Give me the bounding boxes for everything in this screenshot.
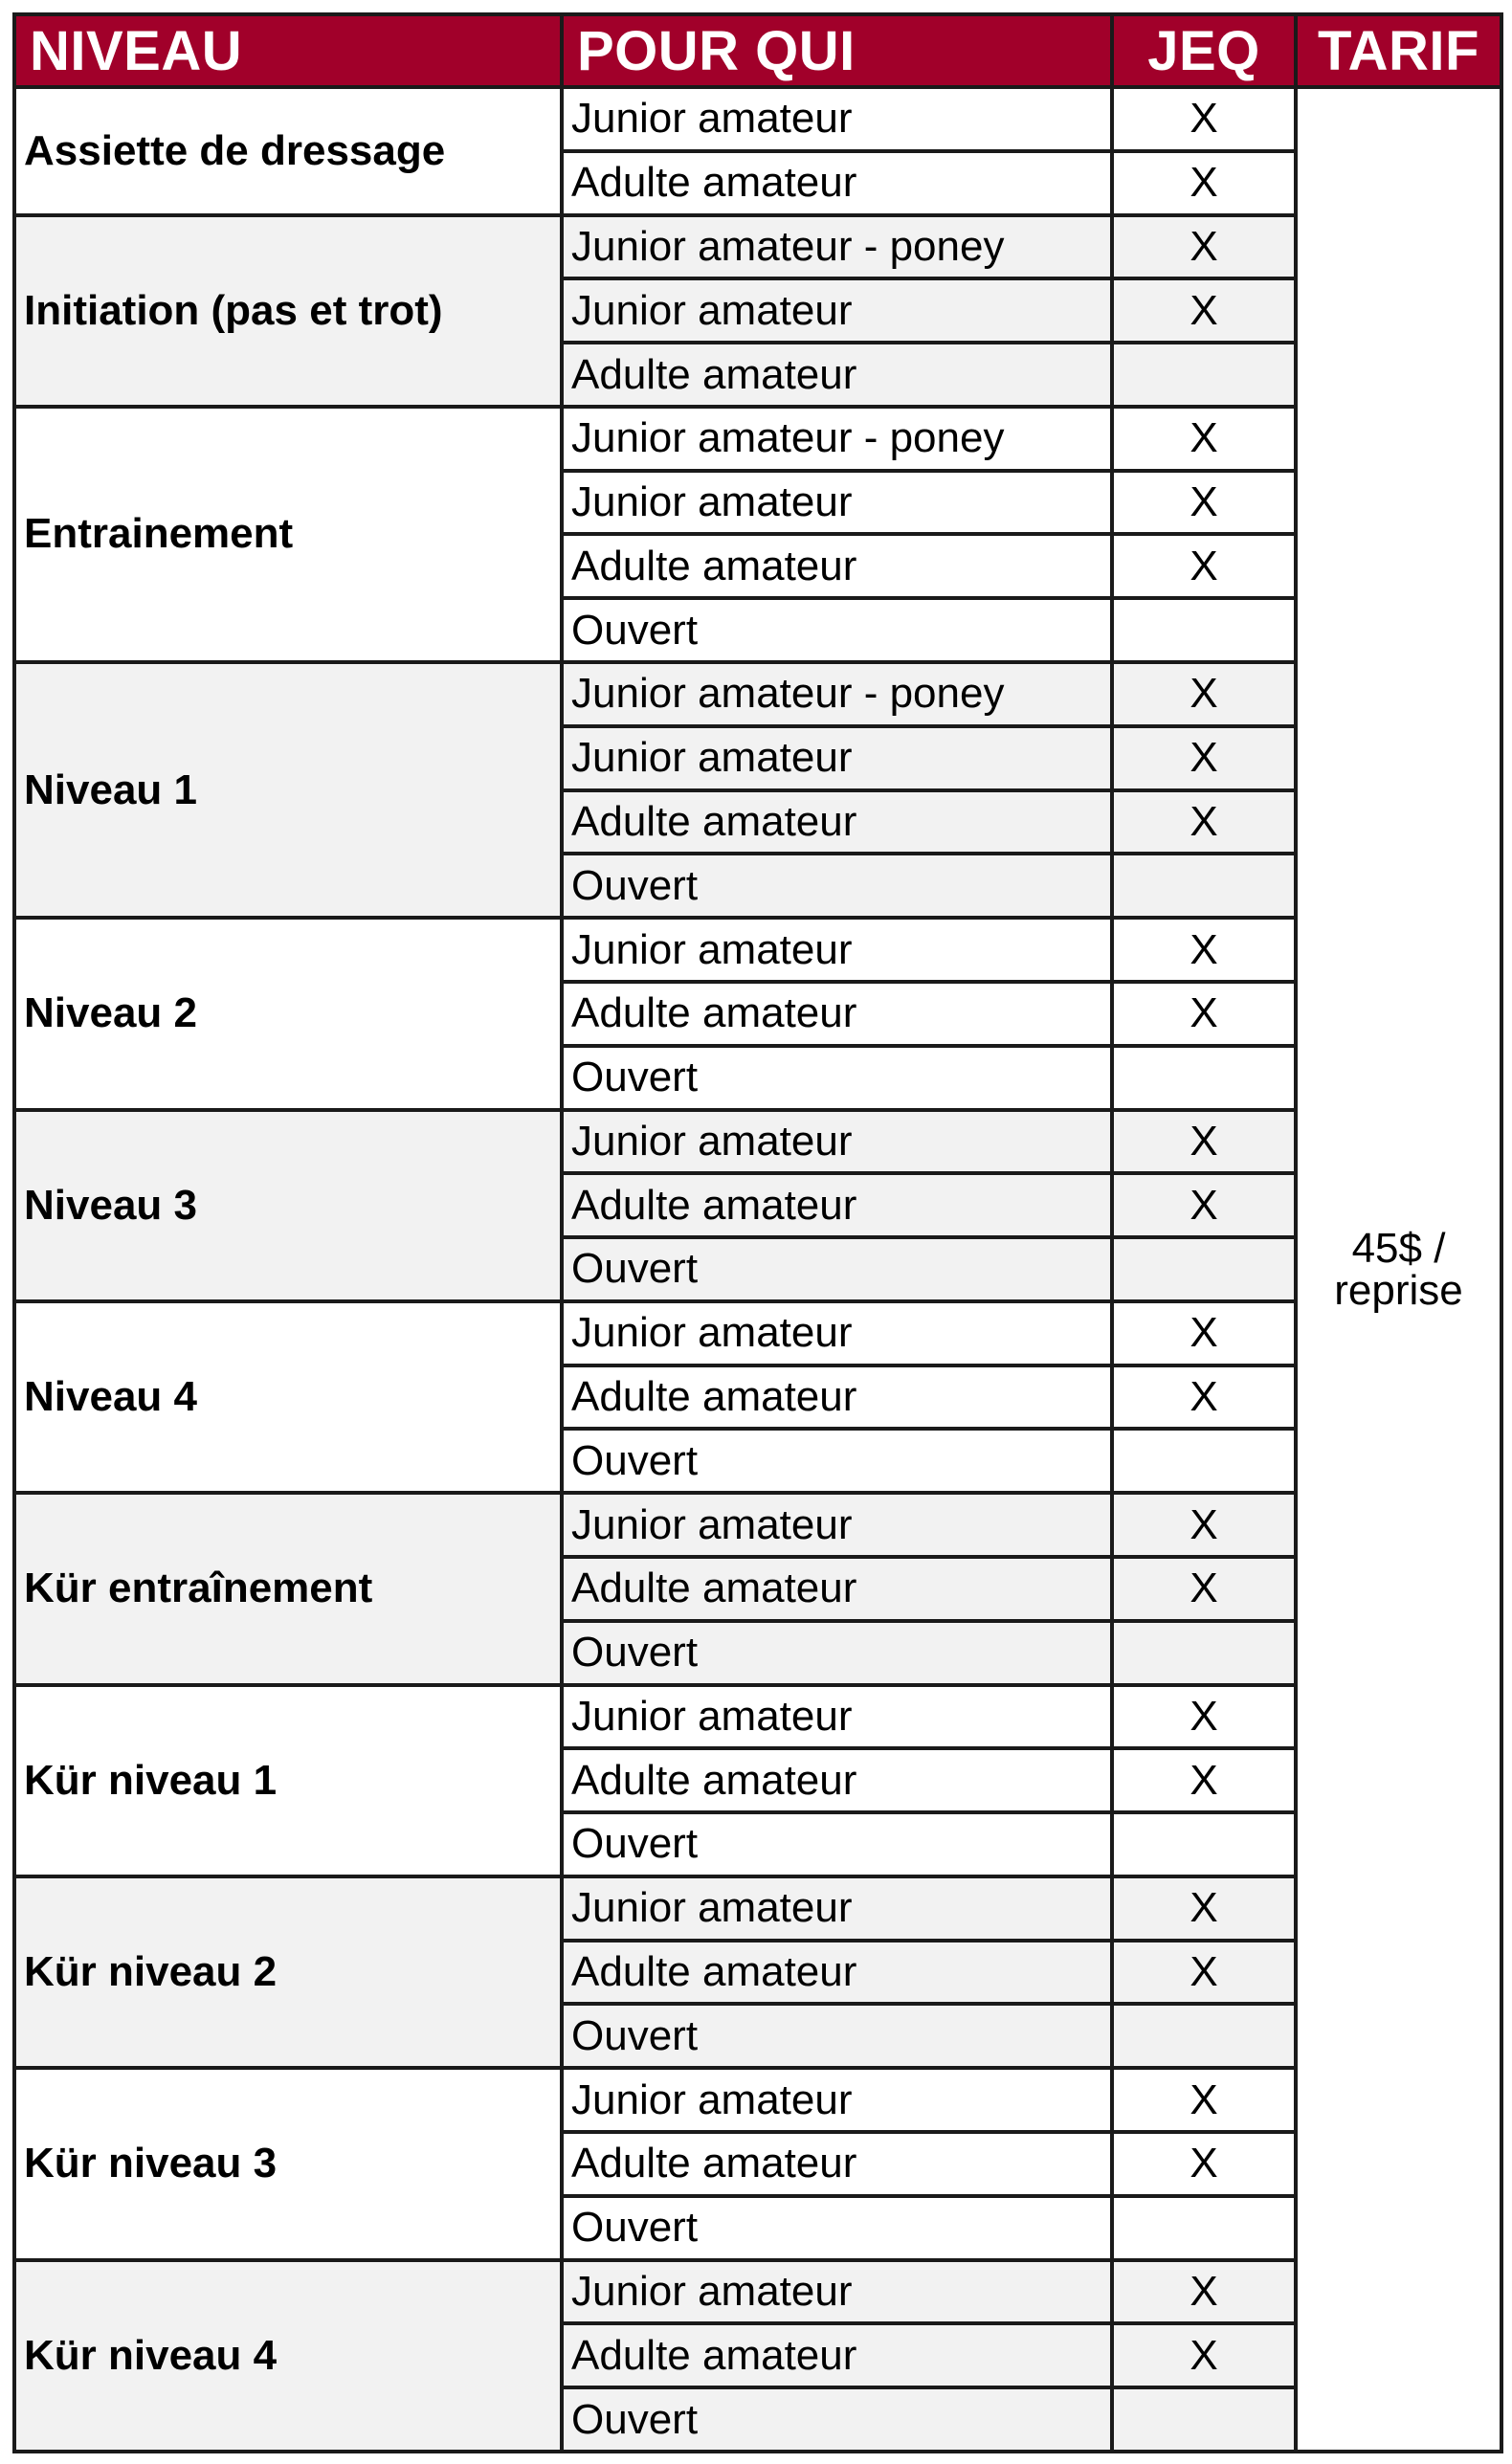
table-row	[14, 2260, 1501, 2324]
niveau-cell: Niveau 1	[14, 662, 562, 918]
pour-qui-cell: Adulte amateur	[562, 1173, 1112, 1237]
niveau-cell: Niveau 2	[14, 918, 562, 1109]
niveau-cell: Kür niveau 3	[14, 2068, 562, 2259]
table-body	[14, 87, 1501, 2452]
header-tarif: TARIF	[1296, 14, 1501, 87]
jeq-cell: X	[1112, 151, 1296, 215]
jeq-cell: X	[1112, 534, 1296, 598]
jeq-cell: X	[1112, 2068, 1296, 2132]
pour-qui-cell: Junior amateur - poney	[562, 407, 1112, 471]
pour-qui-cell: Adulte amateur	[562, 790, 1112, 855]
pour-qui-cell: Ouvert	[562, 598, 1112, 662]
pour-qui-cell: Adulte amateur	[562, 151, 1112, 215]
jeq-cell	[1112, 1046, 1296, 1110]
jeq-cell: X	[1112, 278, 1296, 343]
table-row	[14, 1110, 1501, 1174]
table-row	[14, 918, 1501, 982]
niveau-cell: Kür niveau 4	[14, 2260, 562, 2452]
table-row	[14, 87, 1501, 151]
niveau-cell: Initiation (pas et trot)	[14, 215, 562, 407]
jeq-cell: X	[1112, 1876, 1296, 1941]
pour-qui-cell: Junior amateur - poney	[562, 215, 1112, 279]
tarif-unit: reprise	[1334, 1266, 1463, 1314]
pour-qui-cell: Junior amateur	[562, 918, 1112, 982]
table-row	[14, 215, 1501, 279]
table-row	[14, 1301, 1501, 1365]
jeq-cell: X	[1112, 2323, 1296, 2387]
niveau-cell: Kür entraînement	[14, 1493, 562, 1684]
jeq-cell: X	[1112, 1748, 1296, 1812]
table-row	[14, 2068, 1501, 2132]
pour-qui-cell: Ouvert	[562, 2196, 1112, 2260]
pour-qui-cell: Junior amateur	[562, 87, 1112, 151]
jeq-cell	[1112, 854, 1296, 918]
jeq-cell	[1112, 2004, 1296, 2068]
pour-qui-cell: Ouvert	[562, 2004, 1112, 2068]
pour-qui-cell: Ouvert	[562, 1621, 1112, 1685]
pour-qui-cell: Adulte amateur	[562, 2132, 1112, 2196]
jeq-cell	[1112, 343, 1296, 407]
jeq-cell: X	[1112, 726, 1296, 790]
pour-qui-cell: Junior amateur	[562, 1685, 1112, 1749]
header-niveau: NIVEAU	[14, 14, 562, 87]
pour-qui-cell: Junior amateur	[562, 2260, 1112, 2324]
jeq-cell: X	[1112, 1557, 1296, 1621]
pour-qui-cell: Junior amateur	[562, 1876, 1112, 1941]
pour-qui-cell: Ouvert	[562, 1812, 1112, 1876]
jeq-cell: X	[1112, 1110, 1296, 1174]
pour-qui-cell: Junior amateur	[562, 1301, 1112, 1365]
pour-qui-cell: Junior amateur	[562, 278, 1112, 343]
pour-qui-cell: Junior amateur - poney	[562, 662, 1112, 726]
jeq-cell	[1112, 1237, 1296, 1301]
jeq-cell	[1112, 598, 1296, 662]
table-row	[14, 1685, 1501, 1749]
jeq-cell: X	[1112, 662, 1296, 726]
jeq-cell: X	[1112, 407, 1296, 471]
pour-qui-cell: Junior amateur	[562, 1493, 1112, 1557]
jeq-cell: X	[1112, 1301, 1296, 1365]
jeq-cell: X	[1112, 215, 1296, 279]
niveau-cell: Niveau 4	[14, 1301, 562, 1493]
jeq-cell: X	[1112, 918, 1296, 982]
jeq-cell	[1112, 1812, 1296, 1876]
table-row	[14, 407, 1501, 471]
pour-qui-cell: Adulte amateur	[562, 1748, 1112, 1812]
pour-qui-cell: Junior amateur	[562, 1110, 1112, 1174]
pour-qui-cell: Adulte amateur	[562, 982, 1112, 1046]
jeq-cell: X	[1112, 471, 1296, 535]
jeq-cell: X	[1112, 1173, 1296, 1237]
pour-qui-cell: Adulte amateur	[562, 534, 1112, 598]
jeq-cell: X	[1112, 2260, 1296, 2324]
pour-qui-cell: Ouvert	[562, 1237, 1112, 1301]
header-row	[14, 14, 1501, 87]
pour-qui-cell: Ouvert	[562, 854, 1112, 918]
pour-qui-cell: Adulte amateur	[562, 343, 1112, 407]
jeq-cell	[1112, 2196, 1296, 2260]
niveau-cell: Kür niveau 1	[14, 1685, 562, 1876]
jeq-cell: X	[1112, 1941, 1296, 2005]
pour-qui-cell: Ouvert	[562, 2387, 1112, 2452]
table-row	[14, 1493, 1501, 1557]
pour-qui-cell: Adulte amateur	[562, 1365, 1112, 1430]
jeq-cell: X	[1112, 1365, 1296, 1430]
jeq-cell	[1112, 2387, 1296, 2452]
pour-qui-cell: Adulte amateur	[562, 2323, 1112, 2387]
niveau-cell: Niveau 3	[14, 1110, 562, 1301]
tarif-price: 45$ /	[1351, 1224, 1446, 1272]
jeq-cell: X	[1112, 1493, 1296, 1557]
jeq-cell: X	[1112, 982, 1296, 1046]
jeq-cell: X	[1112, 87, 1296, 151]
niveau-cell: Entrainement	[14, 407, 562, 662]
jeq-cell: X	[1112, 790, 1296, 855]
pour-qui-cell: Junior amateur	[562, 726, 1112, 790]
tarif-cell	[1296, 87, 1501, 2452]
pour-qui-cell: Adulte amateur	[562, 1557, 1112, 1621]
pour-qui-cell: Adulte amateur	[562, 1941, 1112, 2005]
pour-qui-cell: Junior amateur	[562, 2068, 1112, 2132]
pour-qui-cell: Ouvert	[562, 1429, 1112, 1493]
table-row	[14, 1876, 1501, 1941]
niveau-cell: Kür niveau 2	[14, 1876, 562, 2068]
pour-qui-cell: Ouvert	[562, 1046, 1112, 1110]
table-row	[14, 662, 1501, 726]
jeq-cell: X	[1112, 1685, 1296, 1749]
pricing-table	[12, 12, 1503, 2453]
jeq-cell	[1112, 1621, 1296, 1685]
header-pour-qui: POUR QUI	[562, 14, 1112, 87]
niveau-cell: Assiette de dressage	[14, 87, 562, 215]
pour-qui-cell: Junior amateur	[562, 471, 1112, 535]
jeq-cell	[1112, 1429, 1296, 1493]
header-jeq: JEQ	[1112, 14, 1296, 87]
jeq-cell: X	[1112, 2132, 1296, 2196]
